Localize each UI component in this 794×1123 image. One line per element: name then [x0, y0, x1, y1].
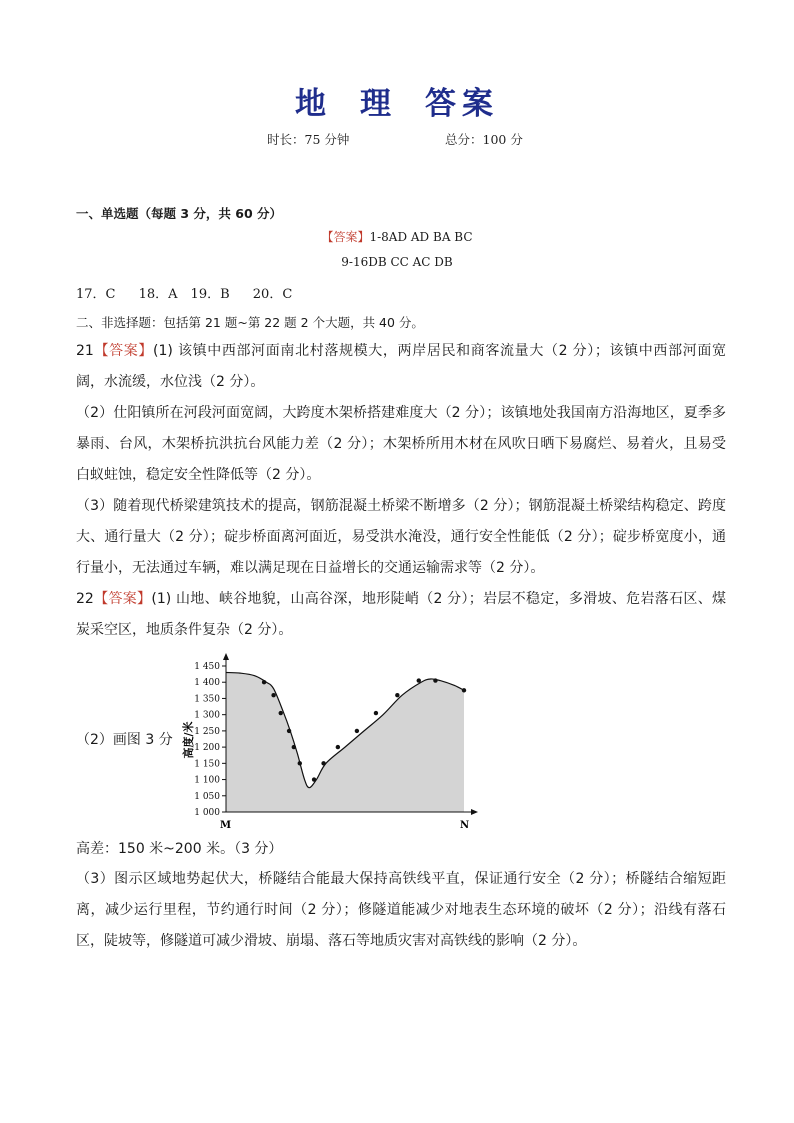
q22-elevation-gap: 高差：150 米~200 米。（3 分） — [76, 841, 283, 857]
profile-point — [262, 680, 266, 684]
y-tick-label: 1 050 — [194, 791, 220, 802]
q21-part1 — [76, 336, 726, 398]
y-axis-ticks — [194, 662, 226, 818]
answer-tag: 【答案】 — [321, 230, 370, 244]
profile-point — [374, 711, 378, 715]
profile-area-fill — [226, 672, 464, 812]
y-tick-label: 1 150 — [194, 759, 220, 770]
q21-part1-text: (1) 该镇中西部河面南北村落规模大，两岸居民和商客流量大（2 分）；该镇中西部河面宽阔，水流缓，水位浅（2 分）。 — [76, 343, 726, 390]
profile-point — [462, 688, 466, 692]
section2-heading: 二、非选择题：包括第 21 题~第 22 题 2 个大题，共 40 分。 — [76, 315, 424, 330]
section1-heading: 一、单选题（每题 3 分，共 60 分） — [76, 206, 283, 221]
x-start-label-m: M — [220, 820, 232, 831]
q21-answer-tag: 【答案】 — [93, 343, 154, 359]
profile-point — [321, 761, 325, 765]
answer-line-1 — [0, 228, 794, 245]
profile-point — [271, 693, 275, 697]
title-char-1: 地 — [295, 86, 332, 122]
profile-point — [355, 729, 359, 733]
page-title — [0, 78, 794, 123]
profile-point — [417, 678, 421, 682]
q22-part3: （3）图示区域地势起伏大，桥隧结合能最大保持高铁线平直，保证通行安全（2 分）；桥隧结合缩短距离，减少运行里程，节约通行时间（2 分）；修隧道能减少对地表生态环境的破坏（2 分）；沿线有落石区，陡坡等，修隧道可减少滑坡、崩塌、落石等地质灾害对高铁线的影响（2 分）。 — [76, 871, 726, 949]
answers-17-20: 17．C 18．A 19．B 20．C — [76, 287, 293, 302]
elevation-profile-svg — [180, 652, 480, 837]
y-tick-label: 1 000 — [194, 808, 220, 818]
profile-point — [312, 777, 316, 781]
y-tick-label: 1 200 — [194, 743, 220, 754]
y-tick-label: 1 100 — [194, 775, 220, 786]
profile-point — [395, 693, 399, 697]
q22-chart-label: （2）画图 3 分 — [76, 732, 173, 748]
q22-part1-text: (1) 山地、峡谷地貌，山高谷深，地形陡峭（2 分）；岩层不稳定，多滑坡、危岩落石区、煤炭采空区，地质条件复杂（2 分）。 — [76, 591, 727, 638]
profile-point — [279, 711, 283, 715]
exam-duration: 时长：75 分钟 — [267, 132, 350, 147]
elevation-profile-chart — [180, 652, 480, 837]
title-char-2: 理 — [360, 86, 397, 122]
q22-number: 22 — [76, 591, 94, 607]
exam-total-score: 总分：100 分 — [445, 132, 523, 147]
y-axis-label: 高度/米 — [182, 721, 195, 759]
y-axis-arrow — [223, 653, 229, 660]
profile-point — [298, 761, 302, 765]
y-tick-label: 1 350 — [194, 694, 220, 705]
title-char-3: 答案 — [425, 86, 499, 122]
profile-point — [287, 729, 291, 733]
answer-line-2: 9-16DB CC AC DB — [341, 255, 453, 269]
q21-part2: （2）仕阳镇所在河段河面宽阔，大跨度木架桥搭建难度大（2 分）；该镇地处我国南方沿海地区，夏季多暴雨、台风，木架桥抗洪抗台风能力差（2 分）；木架桥所用木材在风吹日晒下易腐烂、易着火，且易受白蚁蛀蚀，稳定安全性降低等（2 分）。 — [76, 405, 726, 483]
answer-values-1: 1-8AD AD BA BC — [369, 230, 473, 244]
q21-number: 21 — [76, 343, 94, 359]
x-axis-arrow — [471, 809, 478, 815]
profile-point — [292, 745, 296, 749]
q21-part3: （3）随着现代桥梁建筑技术的提高，钢筋混凝土桥梁不断增多（2 分）；钢筋混凝土桥梁结构稳定、跨度大、通行量大（2 分）；碇步桥面离河面近，易受洪水淹没，通行安全性能低（2 分）；碇步桥宽度小，通行量小，无法通过车辆，难以满足现在日益增长的交通运输需求等（2 分）。 — [76, 498, 726, 576]
x-end-label-n: N — [460, 820, 470, 831]
y-tick-label: 1 400 — [194, 678, 220, 689]
profile-point — [433, 678, 437, 682]
y-tick-label: 1 300 — [194, 710, 220, 721]
y-tick-label: 1 250 — [194, 726, 220, 737]
y-tick-label: 1 450 — [194, 662, 220, 672]
profile-point — [336, 745, 340, 749]
q22-answer-tag: 【答案】 — [93, 591, 152, 607]
q22-part1 — [76, 584, 726, 646]
